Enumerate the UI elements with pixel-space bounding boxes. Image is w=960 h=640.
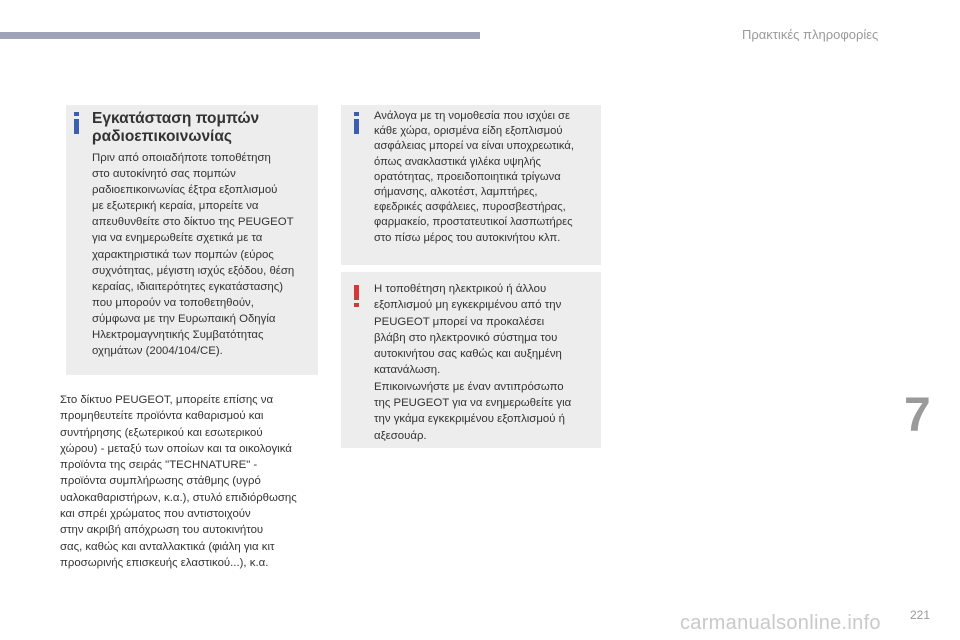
- page-number: 221: [910, 608, 931, 622]
- watermark: carmanualsonline.info: [680, 612, 881, 634]
- section-title: Πρακτικές πληροφορίες: [742, 27, 879, 42]
- law-text: Ανάλογα με τη νομοθεσία που ισχύει σε κάθε χώρα, ορισμένα είδη εξοπλισμού ασφάλειας μπορεί να είναι υποχρεωτικά, όπως ανακλαστικά γιλέκα υψηλής ορατότητας, προειδοποιητικά τρίγωνα σήμανσης, αλκοτέστ, λαμπτήρες, εφεδρικές ασφάλειες, πυροσβεστήρας, φαρμακείο, προστατευτικοί λασπωτήρες στο πίσω μέρος του αυτοκινήτου κλπ.: [374, 110, 574, 244]
- install-heading: Εγκατάσταση πομπών ραδιοεπικοινωνίας: [92, 110, 260, 145]
- network-text: Στο δίκτυο PEUGEOT, μπορείτε επίσης να προμηθευτείτε προϊόντα καθαρισμού και συντήρησης (εξωτερικού και εσωτερικού χώρου) - μεταξύ των οποίων και τα οικολογικά προϊόντα της σειράς "TECHNATURE" - προϊόντα συμπλήρωσης στάθμης (υγρό υαλοκαθαριστήρων, κ.α.), στυλό επιδιόρθωσης και σπρέι χρώματος που αντιστοιχούν στην ακριβή απόχρωση του αυτοκινήτου σας, καθώς και ανταλλακτικά (φιάλη για κιτ προσωρινής επισκευής ελαστικού...), κ.α.: [60, 394, 297, 569]
- warning-text: Η τοποθέτηση ηλεκτρικού ή άλλου εξοπλισμού μη εγκεκριμένου από την PEUGEOT μπορεί να προκαλέσει βλάβη στο ηλεκτρονικό σύστημα του αυτοκινήτου σας καθώς και αυξημένη κατανάλωση. Επικοινωνήστε με έναν αντιπρόσωπο της PEUGEOT για να ενημερωθείτε για την γκάμα εγκεκριμένου εξοπλισμού ή αξεσουάρ.: [374, 283, 572, 442]
- warning-icon: [350, 285, 364, 309]
- install-text: Πριν από οποιαδήποτε τοποθέτηση στο αυτοκίνητό σας πομπών ραδιοεπικοινωνίας έξτρα εξοπλισμού με εξωτερική κεραία, μπορείτε να απευθυνθείτε στο δίκτυο της PEUGEOT για να ενημερωθείτε σχετικά με τα χαρακτηριστικά των πομπών (εύρος συχνότητας, μέγιστη ισχύς εξόδου, θέση κεραίας, ιδιαιτερότητες εγκατάστασης) που μπορούν να τοποθετηθούν, σύμφωνα με την Ευρωπαική Οδηγία Ηλεκτρομαγνητικής Συμβατότητας οχημάτων (2004/104/CE).: [92, 152, 295, 358]
- header-bar: [0, 32, 480, 39]
- info-icon: [350, 112, 364, 136]
- info-icon: [70, 112, 84, 136]
- chapter-number: 7: [904, 389, 931, 442]
